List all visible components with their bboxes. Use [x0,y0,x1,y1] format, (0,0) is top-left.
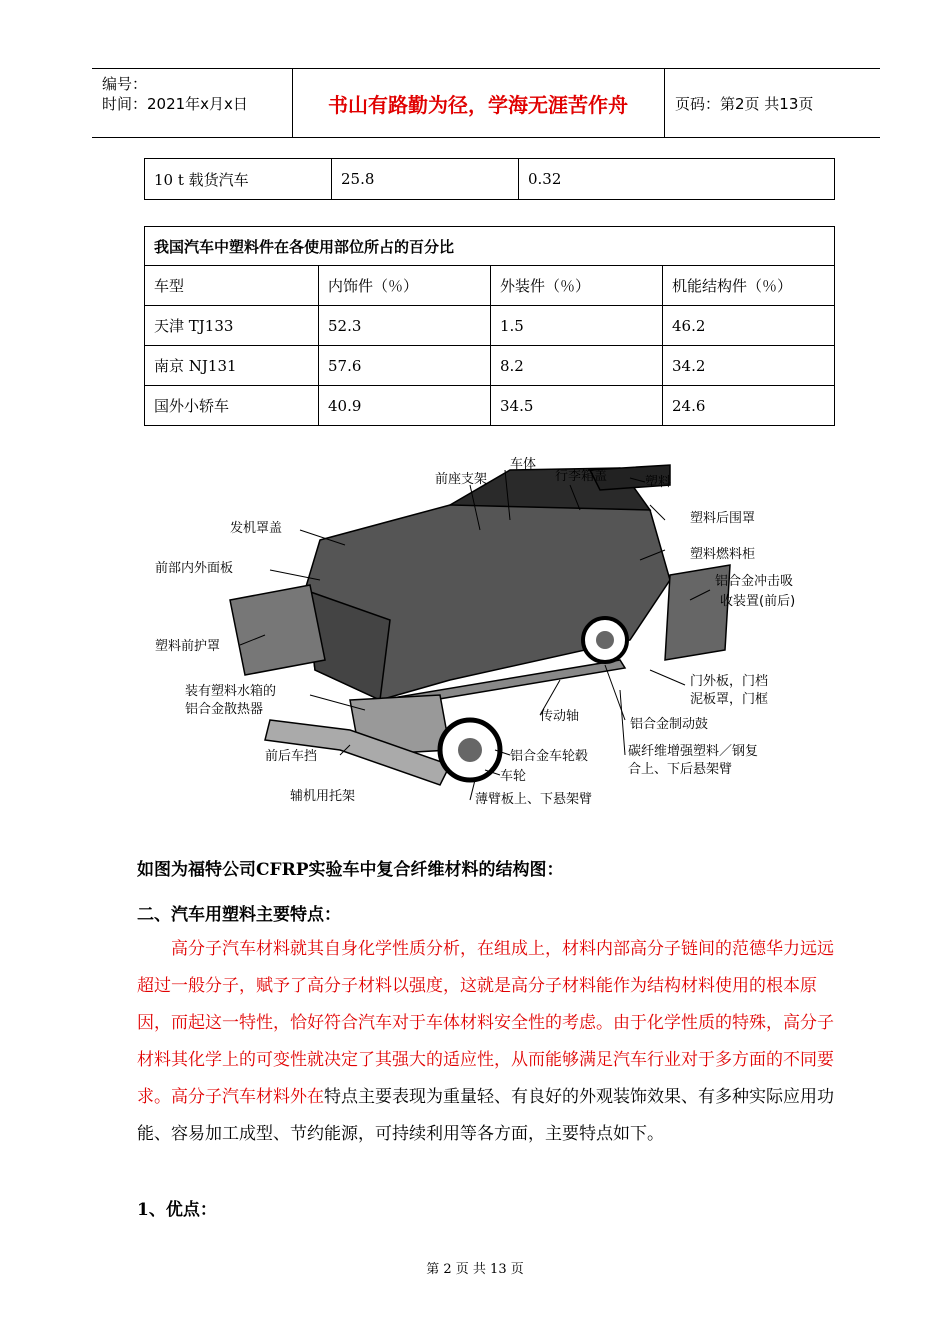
table-cell: 57.6 [319,346,491,386]
figure-label: 塑料燃料柜 [690,547,756,562]
table-cell: 南京 NJ131 [145,346,319,386]
section-heading: 二、汽车用塑料主要特点： [137,905,341,925]
number-label: 编号： [102,75,148,93]
figure-label: 塑料 [645,475,672,490]
paragraph-black-text: 特点主要表现为重量轻、有良好的外观装饰效果、有多种实际应用功能、容易加工成型、节约能源，可持续利用等各方面，主要特点如下。 [137,1087,834,1144]
page-footer: 第 2 页 共 13 页 [426,1262,524,1277]
figure-label: 车轮 [500,769,527,784]
figure-label: 收装置(前后) [720,594,796,609]
paragraph-red-text: 高分子汽车材料就其自身化学性质分析，在组成上，材料内部高分子链间的范德华力远远超过一般分子，赋予了高分子材料以强度，这就是高分子材料能作为结构材料使用的根本原因，而起这一特性，恰好符合汽车对于车体材料安全性的考虑。由于化学性质的特殊，高分子材料其化学上的可变性就决定了其强大的适应性，从而能够满足汽车行业对于多方面的不同要求。高分子汽车材料外在 [137,939,834,1107]
figure-label: 传动轴 [540,709,580,724]
figure-caption: 如图为福特公司CFRP实验车中复合纤维材料的结构图： [137,860,564,880]
page-header [92,68,880,138]
figure-label: 铝合金冲击吸 [715,574,794,589]
body-paragraph [137,931,847,1153]
table-cell: 天津 TJ133 [145,306,319,346]
table-cell: 国外小轿车 [145,386,319,426]
car-structure-figure [150,450,810,830]
figure-label: 辅机用托架 [290,789,356,804]
figure-label: 铝合金制动鼓 [630,717,709,732]
figure-label: 泥板罩，门框 [690,692,769,707]
header-motto-cell [292,69,665,137]
column-header: 内饰件（％） [319,266,491,306]
table-cell: 40.9 [319,386,491,426]
figure-label: 薄臂板上、下悬架臂 [475,792,593,807]
figure-label: 前部内外面板 [155,561,234,576]
figure-label: 前座支架 [435,472,488,487]
column-header: 机能结构件（％） [663,266,835,306]
table-row [145,159,835,200]
figure-label: 装有塑料水箱的 [185,684,277,699]
table-row [145,346,835,386]
figure-label: 合上、下后悬架臂 [628,762,733,777]
table-title-row [145,227,835,266]
figure-label: 前后车挡 [265,749,318,764]
table-title: 我国汽车中塑料件在各使用部位所占的百分比 [145,227,835,266]
table-cell: 34.5 [491,386,663,426]
item-heading: 1、优点： [137,1200,217,1220]
table-header-row [145,266,835,306]
vehicle-table-fragment [144,158,835,200]
figure-label: 铝合金车轮毂 [510,749,589,764]
figure-label: 行李箱盖 [555,469,608,484]
figure-label: 塑料后围罩 [690,511,756,526]
plastic-parts-table [144,226,835,426]
table-cell: 24.6 [663,386,835,426]
table-cell: 52.3 [319,306,491,346]
figure-label: 塑料前护罩 [155,639,221,654]
table-cell: 25.8 [332,159,519,200]
table-cell: 8.2 [491,346,663,386]
header-info-cell [92,69,293,137]
table-cell: 1.5 [491,306,663,346]
figure-label: 碳纤维增强塑料／钢复 [628,744,759,759]
table-cell: 46.2 [663,306,835,346]
table-cell: 34.2 [663,346,835,386]
table-row [145,306,835,346]
figure-label: 发机罩盖 [230,521,283,536]
figure-label: 门外板，门档 [690,674,769,689]
figure-label: 车体 [510,457,537,472]
column-header: 车型 [145,266,319,306]
header-page-cell [665,69,880,137]
figure-label: 铝合金散热器 [185,702,264,717]
time-label: 时间：2021年x月x日 [102,95,248,113]
column-header: 外装件（％） [491,266,663,306]
table-cell: 0.32 [519,159,835,200]
table-row [145,386,835,426]
table-cell: 10 t 载货汽车 [145,159,332,200]
page-number: 页码：第2页 共13页 [675,94,814,113]
motto: 书山有路勤为径，学海无涯苦作舟 [328,92,628,117]
